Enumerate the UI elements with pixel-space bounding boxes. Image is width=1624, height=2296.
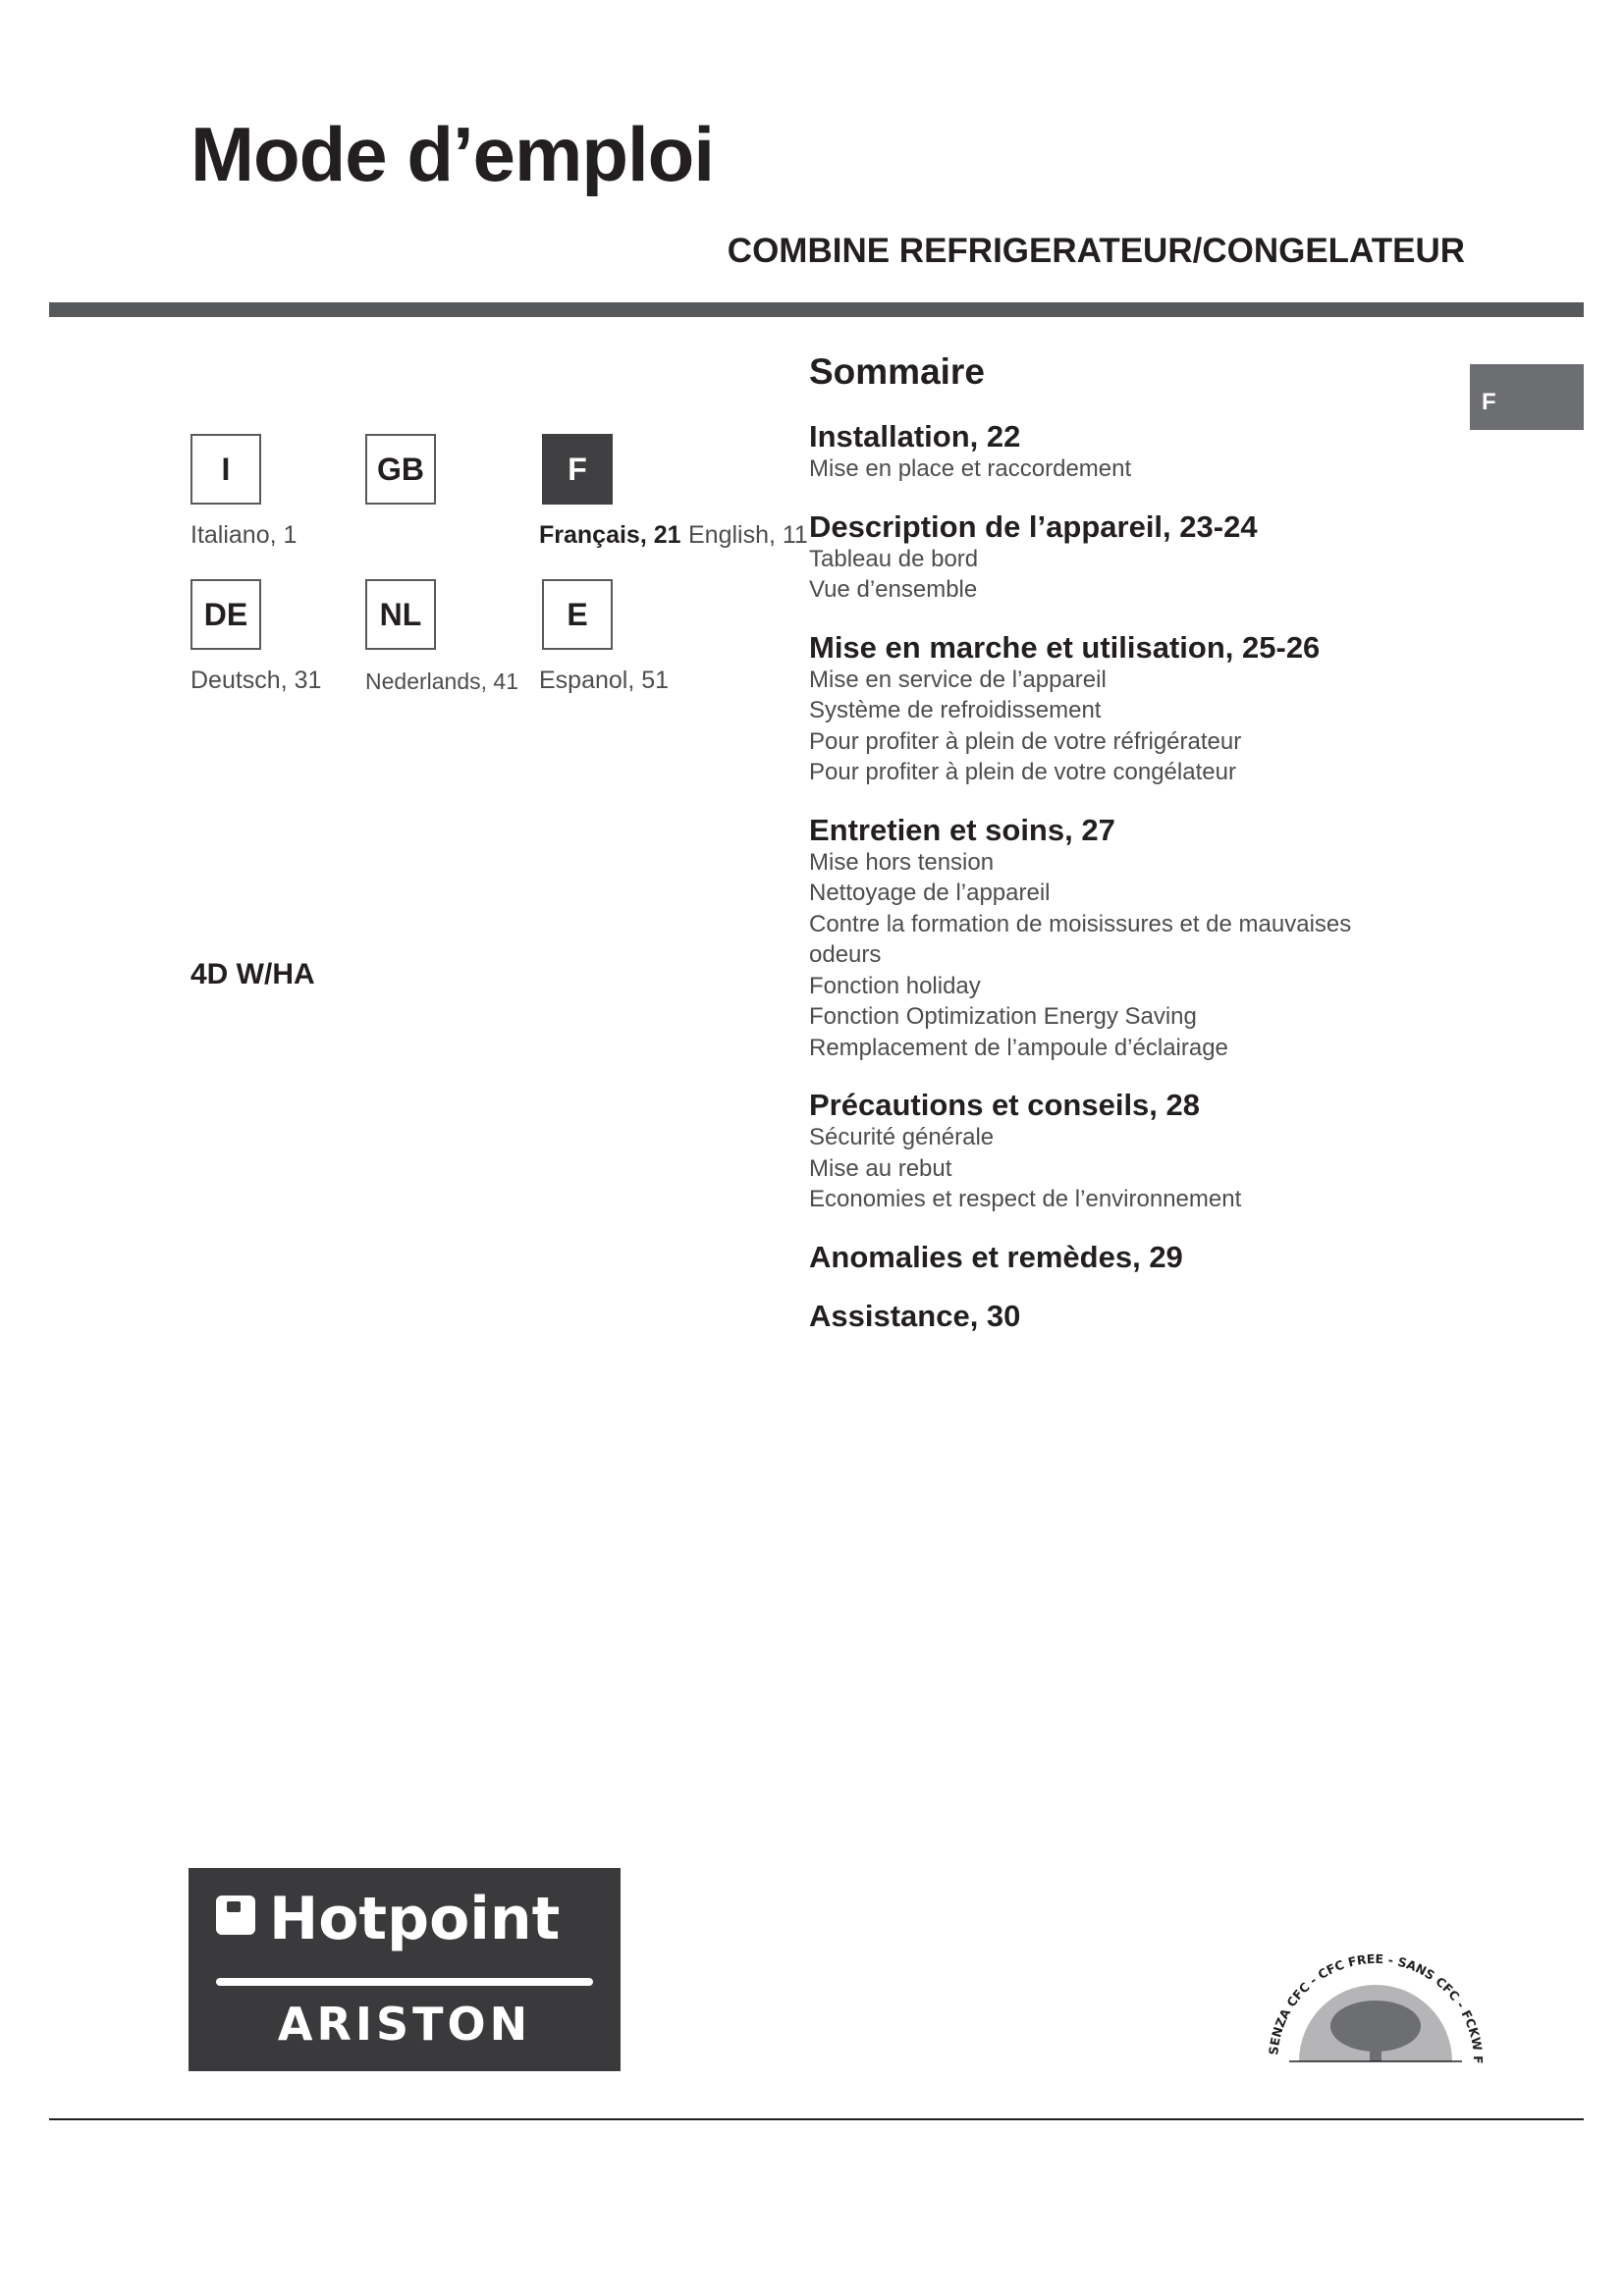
toc-item: Contre la formation de moisissures et de mauvaises — [809, 910, 1352, 937]
document-title: Mode d’emploi — [190, 111, 714, 197]
svg-text:SENZA CFC - CFC FREE - SANS CF: SENZA CFC - CFC FREE - SANS CFC - FCKW F — [1266, 1951, 1487, 2064]
toc-section-title[interactable]: Anomalies et remèdes, 29 — [809, 1239, 1183, 1274]
toc-item: Fonction holiday — [809, 972, 981, 999]
logo-ariston-text: ARISTON — [277, 1998, 532, 2051]
logo-hotpoint-text: Hotpoint — [269, 1885, 561, 1953]
toc-item: Tableau de bord — [809, 545, 979, 572]
language-tab: F — [1470, 364, 1584, 430]
toc-section-precautions — [809, 1089, 1418, 1215]
toc-section-title[interactable]: Assistance, 30 — [809, 1298, 1021, 1333]
lang-box-french[interactable]: F — [542, 434, 613, 505]
toc-item: Fonction Optimization Energy Saving — [809, 1003, 1197, 1030]
lang-label-english[interactable]: English, 11 — [688, 521, 808, 549]
hotpoint-ariston-logo — [189, 1868, 621, 2071]
model-number: 4D W/HA — [190, 958, 315, 990]
toc-item: Mise en service de l’appareil — [809, 666, 1107, 693]
toc-section-startup — [809, 631, 1418, 788]
cfc-seal-graphic — [1260, 1951, 1490, 2069]
toc-item: Vue d’ensemble — [809, 576, 978, 603]
toc-item: Mise en place et raccordement — [809, 455, 1132, 482]
table-of-contents — [809, 420, 1418, 1359]
toc-section-troubleshooting — [809, 1241, 1418, 1274]
toc-section-maintenance — [809, 814, 1418, 1064]
toc-section-title[interactable]: Entretien et soins, 27 — [809, 812, 1115, 847]
toc-item: Mise hors tension — [809, 848, 995, 876]
lang-label-spanish[interactable]: Espanol, 51 — [539, 667, 670, 694]
logo-divider — [216, 1978, 593, 1986]
toc-section-title[interactable]: Description de l’appareil, 23-24 — [809, 508, 1258, 544]
toc-item: Remplacement de l’ampoule d’éclairage — [809, 1034, 1228, 1061]
lang-box-dutch[interactable]: NL — [365, 579, 436, 650]
header-rule — [49, 302, 1584, 317]
lang-label-german[interactable]: Deutsch, 31 — [190, 667, 322, 694]
lang-label-dutch[interactable]: Nederlands, 41 — [365, 668, 518, 694]
toc-item: Nettoyage de l’appareil — [809, 880, 1051, 906]
lang-box-german[interactable]: DE — [190, 579, 261, 650]
cfc-free-seal — [1260, 1951, 1490, 2069]
document-subtitle: COMBINE REFRIGERATEUR/CONGELATEUR — [727, 232, 1465, 270]
toc-item: Pour profiter à plein de votre réfrigérateur — [809, 727, 1242, 755]
lang-label-italian[interactable]: Italiano, 1 — [190, 521, 298, 549]
toc-item: Mise au rebut — [809, 1154, 952, 1182]
toc-section-assistance — [809, 1300, 1418, 1333]
lang-label-french[interactable]: Français, 21 — [539, 521, 681, 549]
toc-item: Pour profiter à plein de votre congélateur — [809, 759, 1236, 785]
toc-section-title[interactable]: Installation, 22 — [809, 419, 1021, 454]
toc-item: Système de refroidissement — [809, 697, 1102, 723]
brand-logo-graphic — [189, 1868, 621, 2071]
toc-heading: Sommaire — [809, 351, 985, 392]
toc-item: Economies et respect de l’environnement — [809, 1186, 1242, 1212]
lang-box-spanish[interactable]: E — [542, 579, 613, 650]
toc-item: Sécurité générale — [809, 1124, 995, 1150]
lang-box-italian[interactable]: I — [190, 434, 261, 505]
lang-box-english[interactable]: GB — [365, 434, 436, 505]
toc-item: odeurs — [809, 941, 882, 968]
toc-section-installation — [809, 420, 1418, 485]
toc-section-title[interactable]: Précautions et conseils, 28 — [809, 1088, 1201, 1122]
toc-section-description — [809, 510, 1418, 606]
footer-rule — [49, 2118, 1584, 2120]
toc-section-title[interactable]: Mise en marche et utilisation, 25-26 — [809, 629, 1321, 665]
